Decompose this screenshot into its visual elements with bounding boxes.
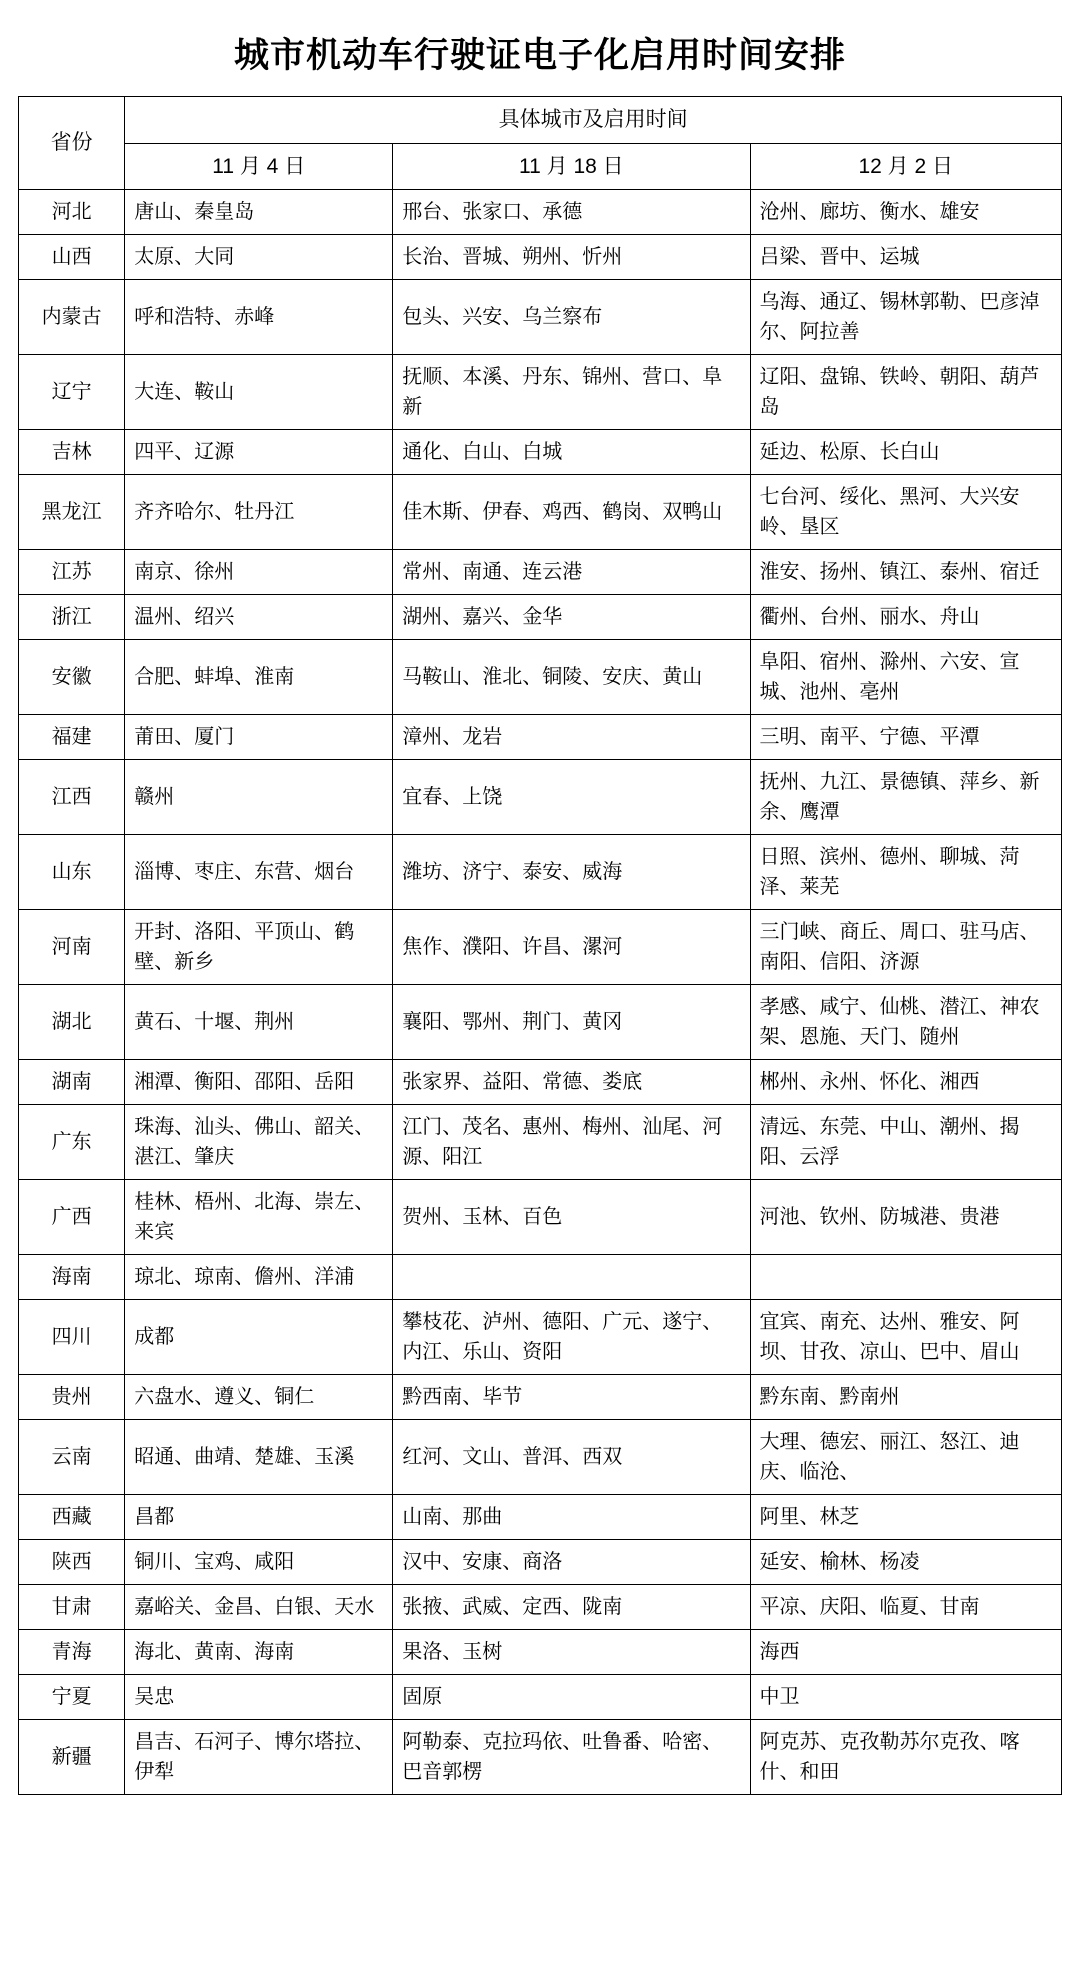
cell-cities-date-2: 果洛、玉树 [393, 1630, 750, 1675]
cell-cities-date-2: 佳木斯、伊春、鸡西、鹤岗、双鸭山 [393, 475, 750, 550]
table-row [19, 1495, 1062, 1540]
cell-cities-date-2: 焦作、濮阳、许昌、漯河 [393, 910, 750, 985]
cell-cities-date-2 [393, 1255, 750, 1300]
column-header-date-2: 11 月 18 日 [393, 143, 750, 190]
table-row [19, 640, 1062, 715]
cell-cities-date-1: 呼和浩特、赤峰 [125, 280, 393, 355]
cell-cities-date-2: 阿勒泰、克拉玛依、吐鲁番、哈密、巴音郭楞 [393, 1720, 750, 1795]
table-row [19, 1675, 1062, 1720]
table-row [19, 475, 1062, 550]
cell-province: 黑龙江 [19, 475, 125, 550]
cell-province: 吉林 [19, 430, 125, 475]
table-row [19, 1300, 1062, 1375]
cell-province: 浙江 [19, 595, 125, 640]
table-row [19, 910, 1062, 985]
table-header-row-1 [19, 97, 1062, 144]
cell-cities-date-2: 长治、晋城、朔州、忻州 [393, 235, 750, 280]
cell-cities-date-1: 铜川、宝鸡、咸阳 [125, 1540, 393, 1585]
schedule-table [18, 96, 1062, 1795]
cell-province: 湖南 [19, 1060, 125, 1105]
cell-cities-date-1: 桂林、梧州、北海、崇左、来宾 [125, 1180, 393, 1255]
table-row [19, 760, 1062, 835]
cell-cities-date-1: 温州、绍兴 [125, 595, 393, 640]
table-row [19, 595, 1062, 640]
table-row [19, 190, 1062, 235]
cell-cities-date-2: 宜春、上饶 [393, 760, 750, 835]
cell-cities-date-1: 成都 [125, 1300, 393, 1375]
cell-cities-date-1: 海北、黄南、海南 [125, 1630, 393, 1675]
cell-cities-date-2: 黔西南、毕节 [393, 1375, 750, 1420]
cell-province: 江西 [19, 760, 125, 835]
table-row [19, 1720, 1062, 1795]
cell-province: 河北 [19, 190, 125, 235]
cell-cities-date-2: 通化、白山、白城 [393, 430, 750, 475]
cell-cities-date-3: 衢州、台州、丽水、舟山 [750, 595, 1061, 640]
cell-cities-date-1: 齐齐哈尔、牡丹江 [125, 475, 393, 550]
table-row [19, 1630, 1062, 1675]
table-row [19, 985, 1062, 1060]
table-row [19, 550, 1062, 595]
cell-cities-date-2: 包头、兴安、乌兰察布 [393, 280, 750, 355]
cell-cities-date-2: 马鞍山、淮北、铜陵、安庆、黄山 [393, 640, 750, 715]
column-header-date-1: 11 月 4 日 [125, 143, 393, 190]
cell-cities-date-3: 抚州、九江、景德镇、萍乡、新余、鹰潭 [750, 760, 1061, 835]
cell-cities-date-3: 七台河、绥化、黑河、大兴安岭、垦区 [750, 475, 1061, 550]
cell-cities-date-1: 昭通、曲靖、楚雄、玉溪 [125, 1420, 393, 1495]
cell-cities-date-3: 大理、德宏、丽江、怒江、迪庆、临沧、 [750, 1420, 1061, 1495]
cell-cities-date-2: 汉中、安康、商洛 [393, 1540, 750, 1585]
cell-cities-date-1: 南京、徐州 [125, 550, 393, 595]
cell-cities-date-3 [750, 1255, 1061, 1300]
table-row [19, 1180, 1062, 1255]
cell-cities-date-3: 延边、松原、长白山 [750, 430, 1061, 475]
cell-cities-date-1: 唐山、秦皇岛 [125, 190, 393, 235]
cell-cities-date-2: 红河、文山、普洱、西双 [393, 1420, 750, 1495]
cell-cities-date-2: 湖州、嘉兴、金华 [393, 595, 750, 640]
cell-province: 内蒙古 [19, 280, 125, 355]
cell-cities-date-3: 辽阳、盘锦、铁岭、朝阳、葫芦岛 [750, 355, 1061, 430]
cell-cities-date-1: 莆田、厦门 [125, 715, 393, 760]
cell-cities-date-1: 六盘水、遵义、铜仁 [125, 1375, 393, 1420]
cell-cities-date-2: 漳州、龙岩 [393, 715, 750, 760]
cell-cities-date-1: 赣州 [125, 760, 393, 835]
cell-cities-date-1: 开封、洛阳、平顶山、鹤壁、新乡 [125, 910, 393, 985]
cell-cities-date-3: 海西 [750, 1630, 1061, 1675]
cell-cities-date-1: 昌都 [125, 1495, 393, 1540]
cell-cities-date-2: 邢台、张家口、承德 [393, 190, 750, 235]
table-row [19, 715, 1062, 760]
cell-cities-date-2: 张掖、武威、定西、陇南 [393, 1585, 750, 1630]
cell-province: 新疆 [19, 1720, 125, 1795]
cell-cities-date-1: 合肥、蚌埠、淮南 [125, 640, 393, 715]
cell-cities-date-2: 攀枝花、泸州、德阳、广元、遂宁、内江、乐山、资阳 [393, 1300, 750, 1375]
cell-cities-date-1: 嘉峪关、金昌、白银、天水 [125, 1585, 393, 1630]
cell-cities-date-3: 宜宾、南充、达州、雅安、阿坝、甘孜、凉山、巴中、眉山 [750, 1300, 1061, 1375]
table-row [19, 1060, 1062, 1105]
cell-cities-date-2: 张家界、益阳、常德、娄底 [393, 1060, 750, 1105]
column-header-date-3: 12 月 2 日 [750, 143, 1061, 190]
table-row [19, 1585, 1062, 1630]
column-header-group: 具体城市及启用时间 [125, 97, 1062, 144]
cell-cities-date-3: 三明、南平、宁德、平潭 [750, 715, 1061, 760]
cell-province: 陕西 [19, 1540, 125, 1585]
cell-cities-date-1: 吴忠 [125, 1675, 393, 1720]
cell-province: 四川 [19, 1300, 125, 1375]
cell-cities-date-3: 延安、榆林、杨凌 [750, 1540, 1061, 1585]
cell-province: 广西 [19, 1180, 125, 1255]
cell-cities-date-3: 黔东南、黔南州 [750, 1375, 1061, 1420]
cell-cities-date-2: 襄阳、鄂州、荆门、黄冈 [393, 985, 750, 1060]
cell-province: 宁夏 [19, 1675, 125, 1720]
cell-province: 安徽 [19, 640, 125, 715]
cell-cities-date-1: 太原、大同 [125, 235, 393, 280]
cell-province: 青海 [19, 1630, 125, 1675]
cell-province: 山东 [19, 835, 125, 910]
cell-province: 江苏 [19, 550, 125, 595]
cell-cities-date-3: 吕梁、晋中、运城 [750, 235, 1061, 280]
column-header-province: 省份 [19, 97, 125, 190]
cell-cities-date-2: 抚顺、本溪、丹东、锦州、营口、阜新 [393, 355, 750, 430]
cell-cities-date-1: 大连、鞍山 [125, 355, 393, 430]
cell-cities-date-3: 阿里、林芝 [750, 1495, 1061, 1540]
table-row [19, 1255, 1062, 1300]
table-row [19, 1420, 1062, 1495]
cell-cities-date-1: 淄博、枣庄、东营、烟台 [125, 835, 393, 910]
cell-cities-date-2: 常州、南通、连云港 [393, 550, 750, 595]
cell-cities-date-3: 河池、钦州、防城港、贵港 [750, 1180, 1061, 1255]
cell-province: 贵州 [19, 1375, 125, 1420]
cell-cities-date-3: 孝感、咸宁、仙桃、潜江、神农架、恩施、天门、随州 [750, 985, 1061, 1060]
cell-cities-date-3: 乌海、通辽、锡林郭勒、巴彦淖尔、阿拉善 [750, 280, 1061, 355]
table-header-row-2 [19, 143, 1062, 190]
cell-province: 河南 [19, 910, 125, 985]
table-row [19, 1540, 1062, 1585]
cell-cities-date-3: 中卫 [750, 1675, 1061, 1720]
cell-cities-date-2: 江门、茂名、惠州、梅州、汕尾、河源、阳江 [393, 1105, 750, 1180]
table-row [19, 1375, 1062, 1420]
cell-cities-date-3: 阜阳、宿州、滁州、六安、宣城、池州、亳州 [750, 640, 1061, 715]
cell-cities-date-1: 黄石、十堰、荆州 [125, 985, 393, 1060]
cell-cities-date-3: 日照、滨州、德州、聊城、菏泽、莱芜 [750, 835, 1061, 910]
table-row [19, 280, 1062, 355]
table-row [19, 355, 1062, 430]
cell-cities-date-1: 珠海、汕头、佛山、韶关、湛江、肇庆 [125, 1105, 393, 1180]
cell-province: 山西 [19, 235, 125, 280]
page-title: 城市机动车行驶证电子化启用时间安排 [233, 36, 846, 75]
cell-cities-date-3: 沧州、廊坊、衡水、雄安 [750, 190, 1061, 235]
cell-province: 西藏 [19, 1495, 125, 1540]
cell-province: 广东 [19, 1105, 125, 1180]
cell-cities-date-3: 清远、东莞、中山、潮州、揭阳、云浮 [750, 1105, 1061, 1180]
cell-cities-date-3: 淮安、扬州、镇江、泰州、宿迁 [750, 550, 1061, 595]
cell-cities-date-3: 三门峡、商丘、周口、驻马店、南阳、信阳、济源 [750, 910, 1061, 985]
cell-cities-date-1: 昌吉、石河子、博尔塔拉、伊犁 [125, 1720, 393, 1795]
cell-cities-date-3: 阿克苏、克孜勒苏尔克孜、喀什、和田 [750, 1720, 1061, 1795]
cell-cities-date-2: 贺州、玉林、百色 [393, 1180, 750, 1255]
cell-cities-date-2: 山南、那曲 [393, 1495, 750, 1540]
cell-province: 云南 [19, 1420, 125, 1495]
cell-cities-date-3: 郴州、永州、怀化、湘西 [750, 1060, 1061, 1105]
cell-province: 甘肃 [19, 1585, 125, 1630]
table-body [19, 190, 1062, 1795]
cell-province: 湖北 [19, 985, 125, 1060]
cell-cities-date-1: 湘潭、衡阳、邵阳、岳阳 [125, 1060, 393, 1105]
table-row [19, 1105, 1062, 1180]
table-row [19, 235, 1062, 280]
cell-province: 辽宁 [19, 355, 125, 430]
cell-cities-date-2: 潍坊、济宁、泰安、威海 [393, 835, 750, 910]
table-row [19, 835, 1062, 910]
cell-cities-date-1: 四平、辽源 [125, 430, 393, 475]
table-header [19, 97, 1062, 190]
table-row [19, 430, 1062, 475]
cell-cities-date-2: 固原 [393, 1675, 750, 1720]
cell-cities-date-1: 琼北、琼南、儋州、洋浦 [125, 1255, 393, 1300]
cell-cities-date-3: 平凉、庆阳、临夏、甘南 [750, 1585, 1061, 1630]
cell-province: 海南 [19, 1255, 125, 1300]
cell-province: 福建 [19, 715, 125, 760]
